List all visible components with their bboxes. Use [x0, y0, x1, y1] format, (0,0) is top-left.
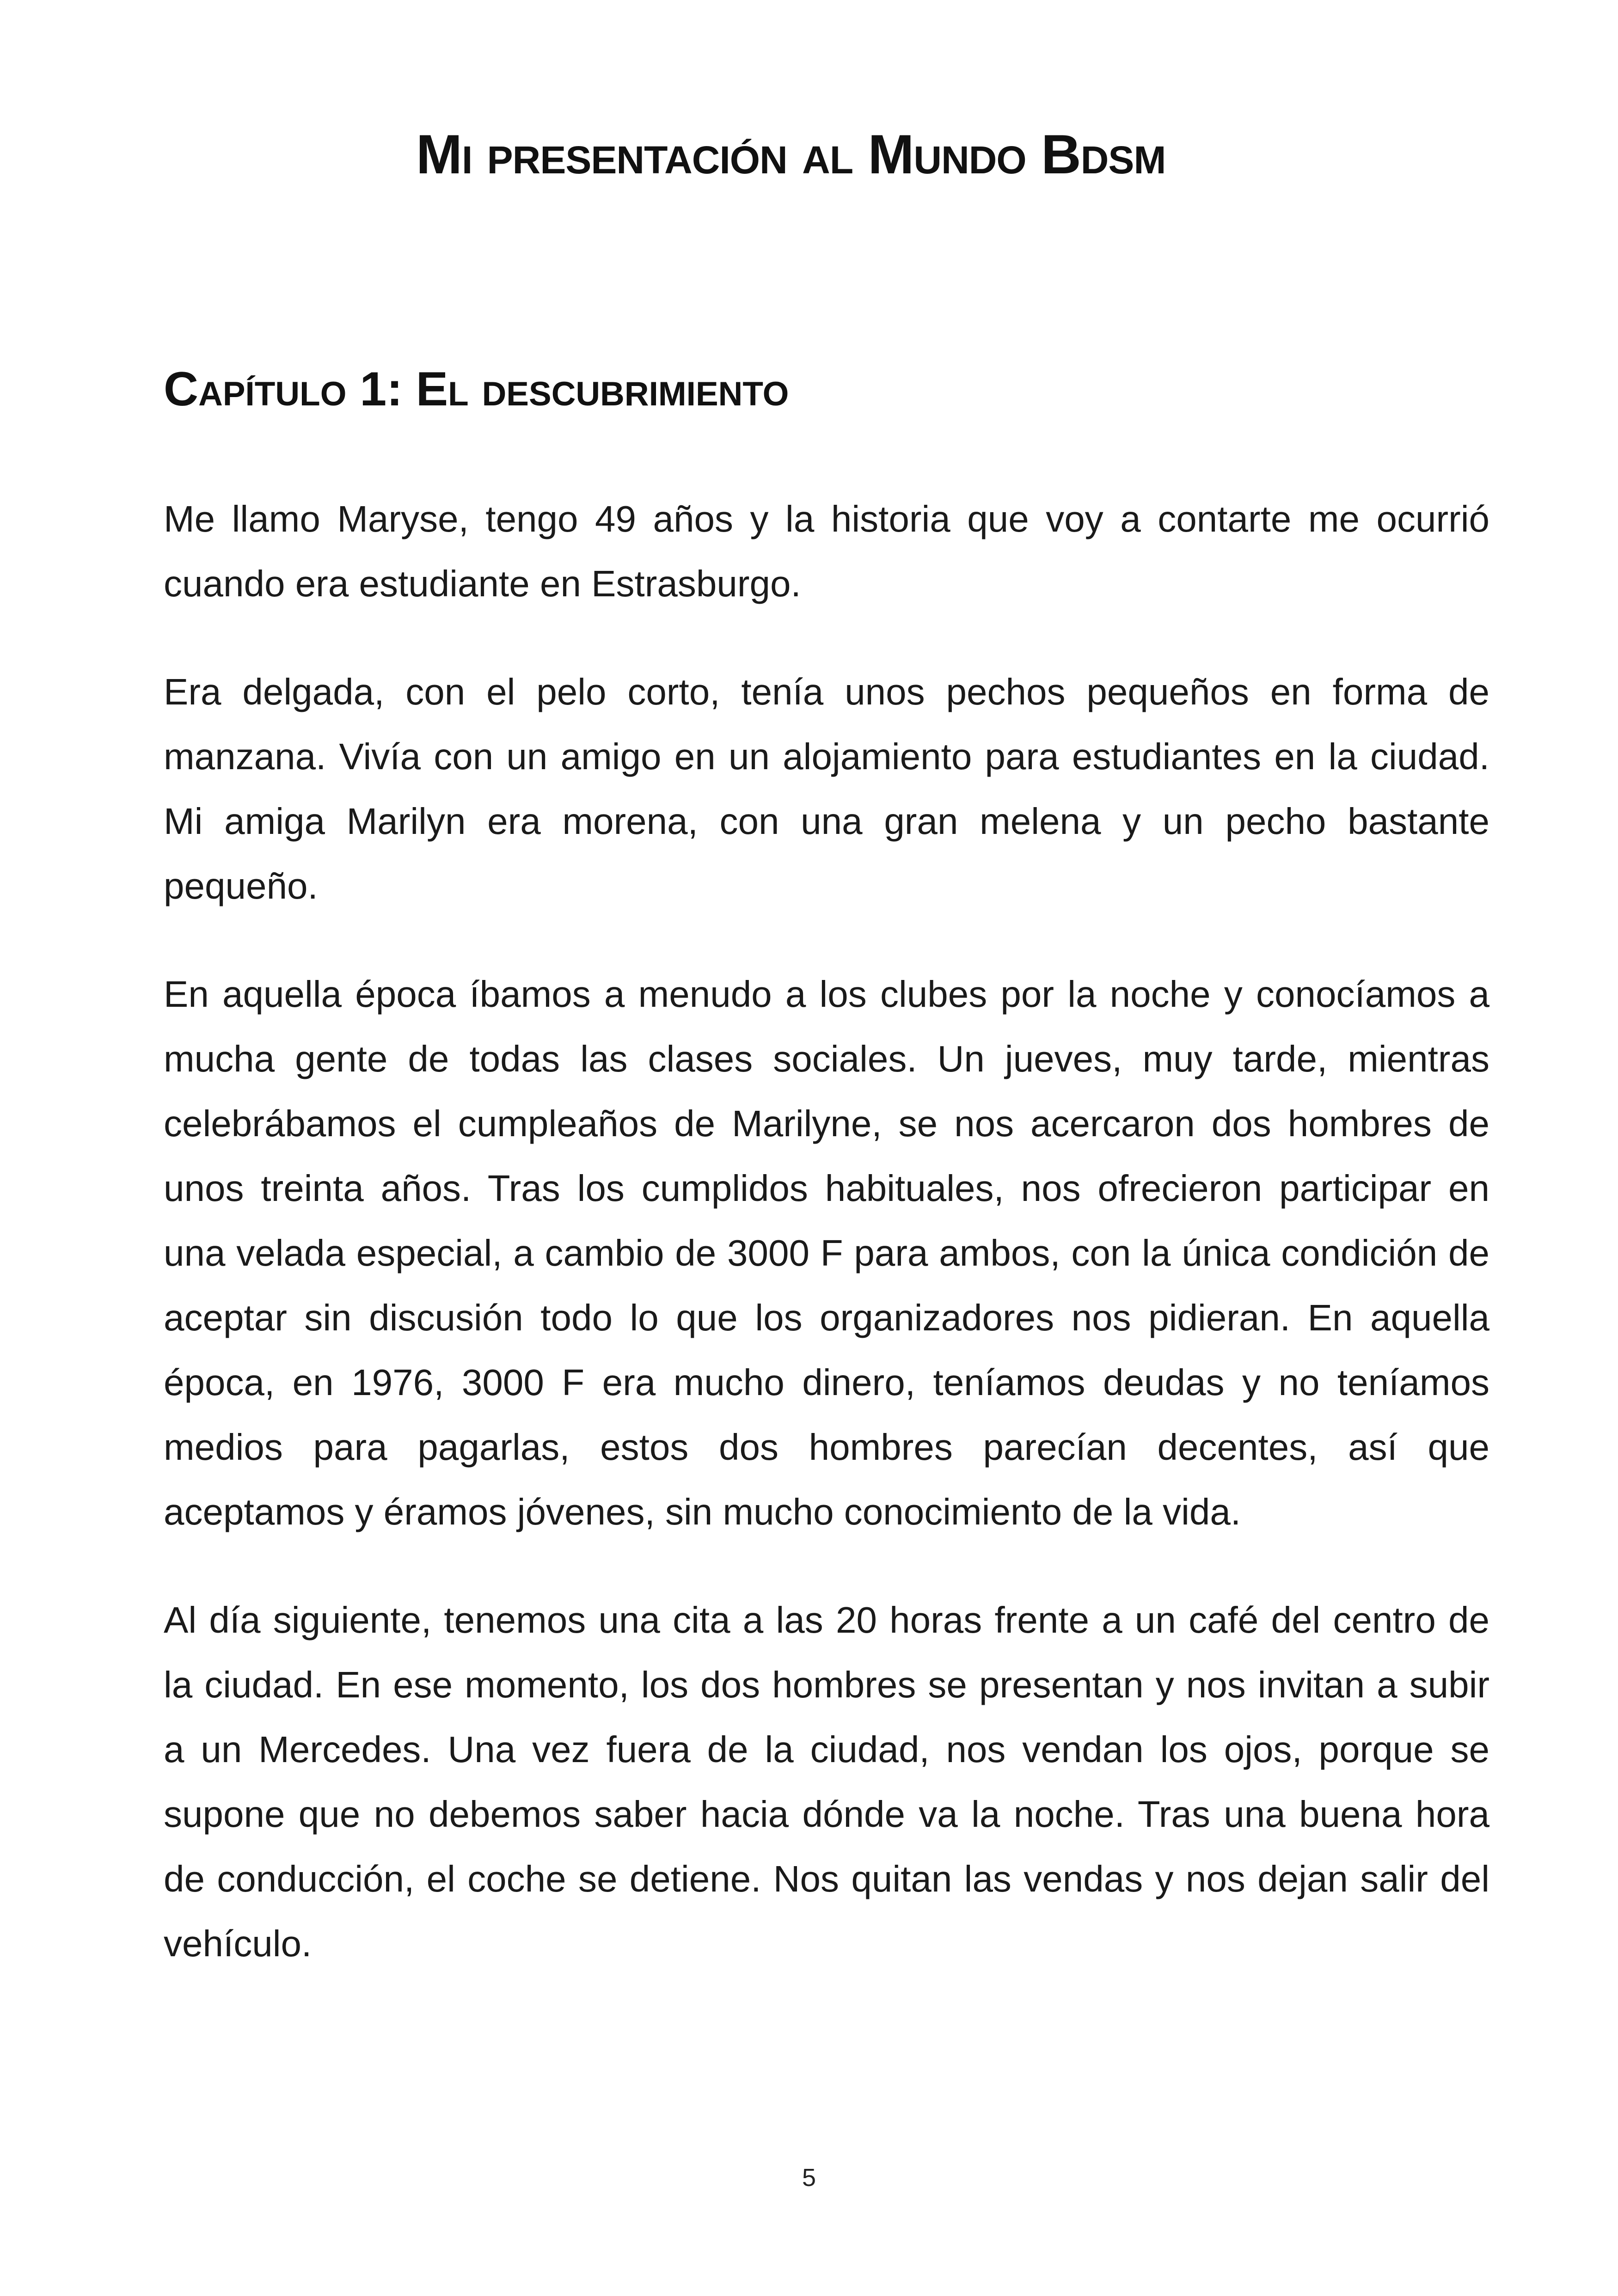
page-number: 5 — [802, 2164, 816, 2192]
paragraph: Al día siguiente, tenemos una cita a las 20 horas frente a un café del centro de la ciudad. En ese momento, los dos hombres se presentan y nos invitan a subir a un Mercedes. Una vez fuera de la ciudad, nos vendan los ojos, porque se supone que no debemos saber hacia dónde va la noche. Tras una buena hora de conducción, el coche se detiene. Nos quitan las vendas y nos dejan salir del vehículo. — [164, 1599, 1489, 1964]
paragraph: Me llamo Maryse, tengo 49 años y la historia que voy a contarte me ocurrió cuando era estudiante en Estrasburgo. — [164, 498, 1489, 604]
chapter-title: Capítulo 1: El descubrimiento — [164, 362, 789, 416]
paragraph: En aquella época íbamos a menudo a los clubes por la noche y conocíamos a mucha gente de todas las clases sociales. Un jueves, muy tarde, mientras celebrábamos el cumpleaños de Marilyne, se nos acercaron dos hombres de unos treinta años. Tras los cumplidos habituales, nos ofrecieron participar en una velada especial, a cambio de 3000 F para ambos, con la única condición de aceptar sin discusión todo lo que los organizadores nos pidieran. En aquella época, en 1976, 3000 F era mucho dinero, teníamos deudas y no teníamos medios para pagarlas, estos dos hombres parecían decentes, así que aceptamos y éramos jóvenes, sin mucho conocimiento de la vida. — [164, 974, 1489, 1532]
book-title: Mi presentación al Mundo Bdsm — [416, 123, 1166, 185]
paragraph: Era delgada, con el pelo corto, tenía unos pechos pequeños en forma de manzana. Vivía con un amigo en un alojamiento para estudiantes en la ciudad. Mi amiga Marilyn era morena, con una gran melena y un pecho bastante pequeño. — [164, 671, 1489, 906]
body-text — [164, 487, 1489, 2020]
